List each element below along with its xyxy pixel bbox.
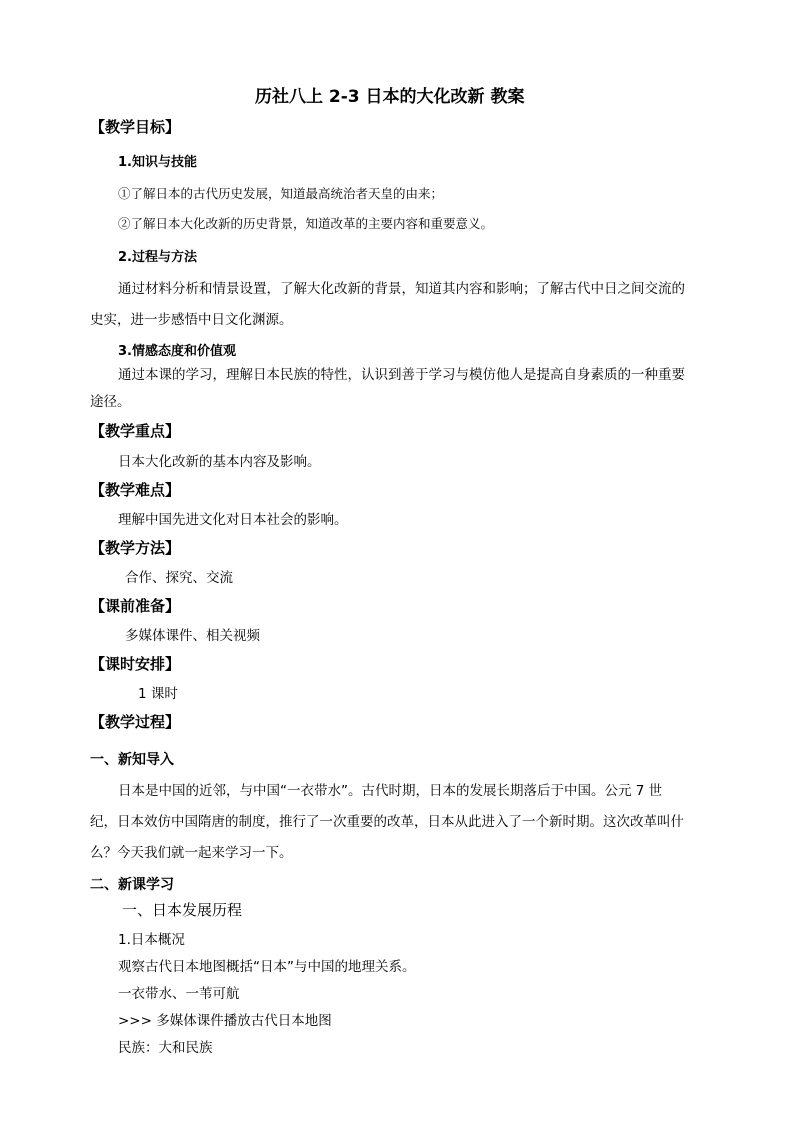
goals-subsection-3-line-2: 途径。: [90, 394, 131, 410]
goals-subsection-1-title: 1.知识与技能: [118, 155, 197, 170]
line-geography: 观察古代日本地图概括“日本”与中国的地理关系。: [118, 959, 416, 975]
intro-line-2: 纪，日本效仿中国隋唐的制度，推行了一次重要的改革，日本从此进入了一个新时期。这次改革叫什: [90, 814, 684, 830]
key-points-text: 日本大化改新的基本内容及影响。: [118, 454, 321, 470]
process-heading: 【教学过程】: [90, 713, 181, 731]
goals-subsection-3-title: 3.情感态度和价值观: [118, 344, 236, 359]
intro-line-1: 日本是中国的近邻，与中国“一衣带水”。古代时期，日本的发展长期落后于中国。公元 7 世: [118, 783, 663, 799]
line-media: >>> 多媒体课件播放古代日本地图: [118, 1013, 332, 1029]
goals-subsection-2-title: 2.过程与方法: [118, 250, 197, 265]
key-points-heading: 【教学重点】: [90, 422, 181, 440]
line-idiom: 一衣带水、一苇可航: [118, 986, 240, 1002]
intro-title: 一、新知导入: [90, 752, 174, 768]
part-1-title: 一、日本发展历程: [122, 901, 243, 919]
goals-heading: 【教学目标】: [90, 118, 181, 136]
method-text: 合作、探究、交流: [125, 570, 233, 586]
goals-item-1: ①了解日本的古代历史发展，知道最高统治者天皇的由来；: [118, 186, 444, 201]
new-lesson-title: 二、新课学习: [90, 877, 174, 893]
difficulty-text: 理解中国先进文化对日本社会的影响。: [118, 512, 348, 528]
method-heading: 【教学方法】: [90, 539, 181, 557]
page-title: 历社八上 2-3 日本的大化改新 教案: [255, 87, 525, 107]
goals-subsection-3-line-1: 通过本课的学习，理解日本民族的特性，认识到善于学习与模仿他人是提高自身素质的一种重要: [118, 367, 685, 383]
intro-line-3: 么？今天我们就一起来学习一下。: [90, 845, 293, 861]
line-ethnicity: 民族：大和民族: [118, 1040, 213, 1056]
prep-text: 多媒体课件、相关视频: [125, 628, 260, 644]
goals-subsection-2-line-1: 通过材料分析和情景设置，了解大化改新的背景，知道其内容和影响；了解古代中日之间交流的: [118, 281, 685, 297]
schedule-text: 1 课时: [138, 686, 178, 702]
schedule-heading: 【课时安排】: [90, 655, 181, 673]
difficulty-heading: 【教学难点】: [90, 481, 181, 499]
item-1-title: 1.日本概况: [118, 932, 185, 948]
prep-heading: 【课前准备】: [90, 597, 181, 615]
goals-item-2: ②了解日本大化改新的历史背景，知道改革的主要内容和重要意义。: [118, 216, 494, 231]
goals-subsection-2-line-2: 史实，进一步感悟中日文化渊源。: [90, 312, 293, 328]
